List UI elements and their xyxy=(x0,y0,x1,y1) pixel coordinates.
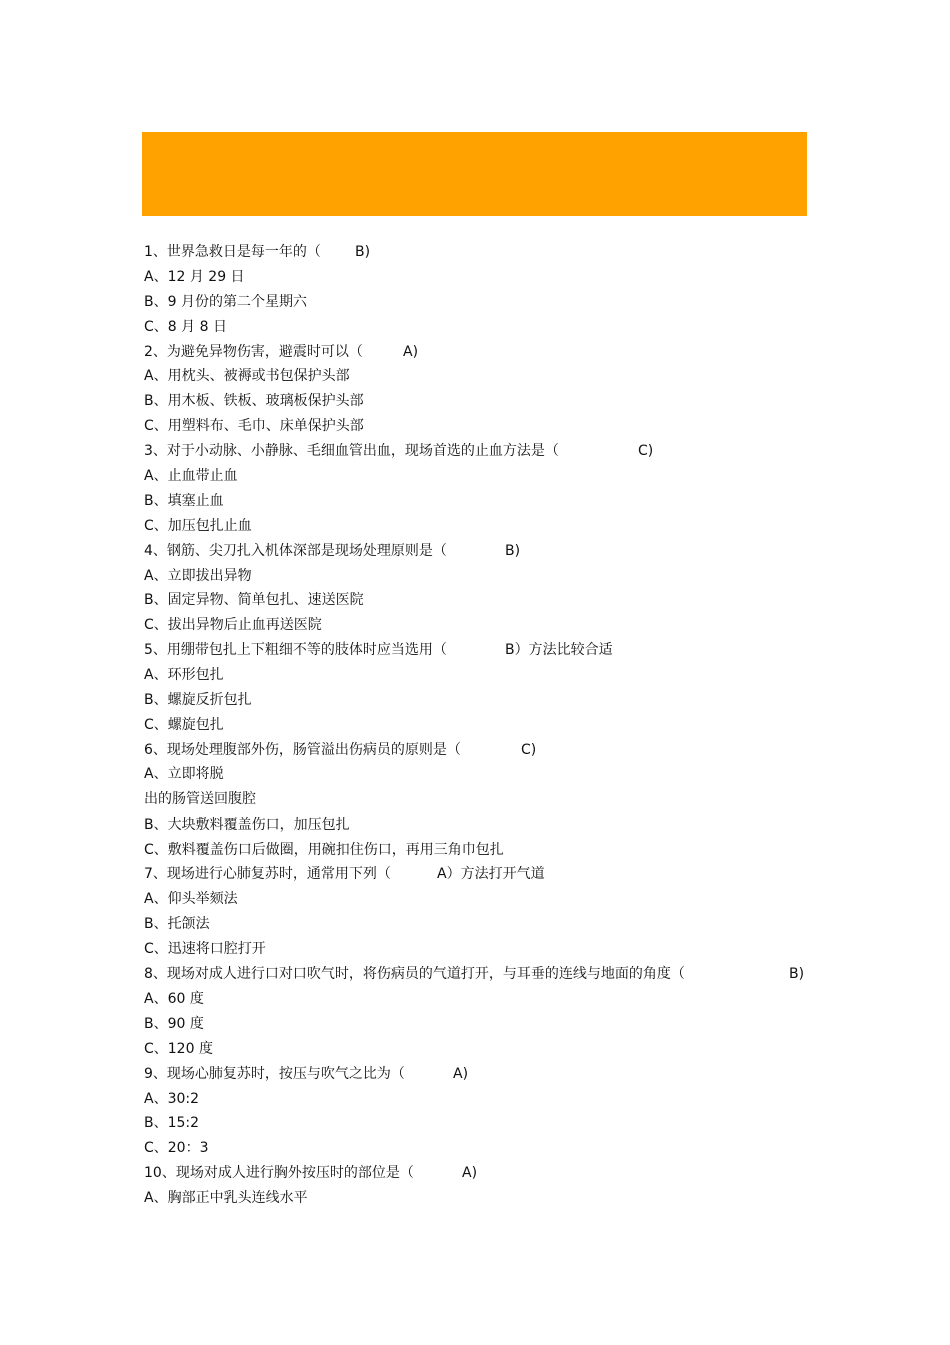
option-c: C、20：3 xyxy=(144,1140,209,1157)
question-stem: 1、世界急救日是每一年的（ B) xyxy=(144,240,809,265)
option-c: C、120 度 xyxy=(144,1040,213,1057)
option-b: B、螺旋反折包扎 xyxy=(144,692,252,709)
question-answer: C) xyxy=(638,443,654,460)
option-a-continued: 出的肠管送回腹腔 xyxy=(144,790,256,807)
option-b: B、托颌法 xyxy=(144,916,210,933)
question-stem: 6、现场处理腹部外伤，肠管溢出伤病员的原则是（ C) xyxy=(144,738,809,763)
header-banner xyxy=(142,132,807,216)
question-answer: B) xyxy=(355,244,371,260)
option-a: A、12 月 29 日 xyxy=(144,268,245,285)
option-a: A、30:2 xyxy=(144,1090,200,1107)
question-answer: C) xyxy=(521,741,537,758)
question-answer: B) xyxy=(789,966,805,983)
question-stem: 8、现场对成人进行口对口吹气时，将伤病员的气道打开，与耳垂的连线与地面的角度（ B) xyxy=(144,962,809,987)
option-a: A、用枕头、被褥或书包保护头部 xyxy=(144,368,350,385)
option-a: A、止血带止血 xyxy=(144,468,238,485)
option-a: A、立即拔出异物 xyxy=(144,567,252,584)
question-answer: A) xyxy=(403,343,419,360)
option-b: B、用木板、铁板、玻璃板保护头部 xyxy=(144,393,364,410)
option-b: B、大块敷料覆盖伤口，加压包扎 xyxy=(144,816,350,833)
question-answer: A）方法打开气道 xyxy=(437,866,545,883)
option-c: C、螺旋包扎 xyxy=(144,716,224,733)
question-stem: 7、现场进行心肺复苏时，通常用下列（ A）方法打开气道 xyxy=(144,862,809,887)
option-b: B、90 度 xyxy=(144,1015,204,1032)
option-a: A、仰头举颏法 xyxy=(144,891,238,908)
question-stem: 4、钢筋、尖刀扎入机体深部是现场处理原则是（ B) xyxy=(144,539,809,564)
option-b: B、9 月份的第二个星期六 xyxy=(144,293,307,310)
option-a: A、60 度 xyxy=(144,990,204,1007)
option-c: C、敷料覆盖伤口后做圈，用碗扣住伤口，再用三角巾包扎 xyxy=(144,841,504,858)
option-a: A、胸部正中乳头连线水平 xyxy=(144,1190,308,1207)
option-a: A、环形包扎 xyxy=(144,667,224,684)
question-answer: B) xyxy=(505,542,521,559)
option-c: C、用塑料布、毛巾、床单保护头部 xyxy=(144,418,364,435)
question-stem: 2、为避免异物伤害，避震时可以（ A) xyxy=(144,340,809,365)
option-b: B、15:2 xyxy=(144,1115,200,1132)
question-stem: 5、用绷带包扎上下粗细不等的肢体时应当选用（ B）方法比较合适 xyxy=(144,638,809,663)
question-list xyxy=(144,240,809,1211)
option-c: C、加压包扎止血 xyxy=(144,517,252,534)
option-c: C、拔出异物后止血再送医院 xyxy=(144,617,322,634)
option-b: B、固定异物、简单包扎、速送医院 xyxy=(144,592,364,609)
question-answer: B）方法比较合适 xyxy=(505,642,613,659)
option-c: C、8 月 8 日 xyxy=(144,318,227,335)
question-stem: 3、对于小动脉、小静脉、毛细血管出血，现场首选的止血方法是（ C) xyxy=(144,439,809,464)
option-c: C、迅速将口腔打开 xyxy=(144,941,266,958)
question-answer: A) xyxy=(462,1165,478,1182)
question-answer: A) xyxy=(453,1065,469,1082)
option-b: B、填塞止血 xyxy=(144,492,224,509)
option-a: A、立即将脱 xyxy=(144,765,224,782)
question-stem: 10、现场对成人进行胸外按压时的部位是（ A) xyxy=(144,1161,809,1186)
question-stem: 9、现场心肺复苏时，按压与吹气之比为（ A) xyxy=(144,1062,809,1087)
